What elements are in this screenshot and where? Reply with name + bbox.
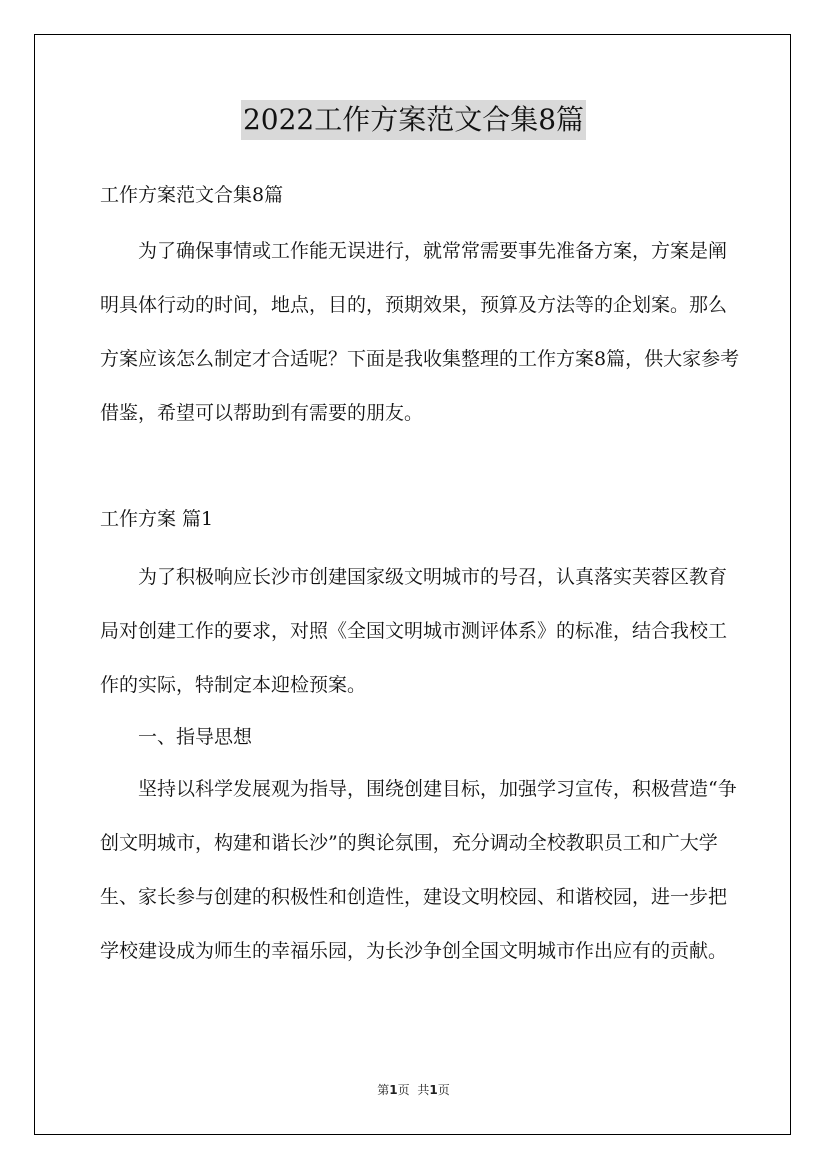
section-heading: 工作方案 篇1 (100, 508, 214, 530)
page-label-suffix: 页 (397, 1083, 410, 1097)
document-subtitle: 工作方案范文合集8篇 (100, 184, 284, 206)
page-label-prefix: 第 (377, 1083, 390, 1097)
total-label-prefix: 共 (417, 1083, 430, 1097)
section-paragraph: 坚持以科学发展观为指导，围绕创建目标，加强学习宣传，积极营造“争创文明城市，构建和谐长沙”的舆论氛围，充分调动全校教职员工和广大学生、家长参与创建的积极性和创造性，建设文明校园、和谐校园，进一步把学校建设成为师生的幸福乐园，为长沙争创全国文明城市作出应有的贡献。 (100, 778, 737, 962)
total-label-suffix: 页 (437, 1083, 450, 1097)
page-number: 1 (389, 1083, 398, 1097)
sub-heading: 一、指导思想 (138, 726, 253, 748)
title-container (0, 100, 827, 140)
section-paragraph: 为了积极响应长沙市创建国家级文明城市的号召，认真落实芙蓉区教育局对创建工作的要求，对照《全国文明城市测评体系》的标准，结合我校工作的实际，特制定本迎检预案。 (100, 566, 728, 696)
page-footer (0, 1081, 827, 1098)
document-title: 2022工作方案范文合集8篇 (241, 100, 586, 140)
total-pages: 1 (429, 1083, 438, 1097)
intro-paragraph: 为了确保事情或工作能无误进行，就常常需要事先准备方案，方案是阐明具体行动的时间，地点，目的，预期效果，预算及方法等的企划案。那么方案应该怎么制定才合适呢？下面是我收集整理的工作方案8篇，供大家参考借鉴，希望可以帮助到有需要的朋友。 (100, 240, 740, 424)
